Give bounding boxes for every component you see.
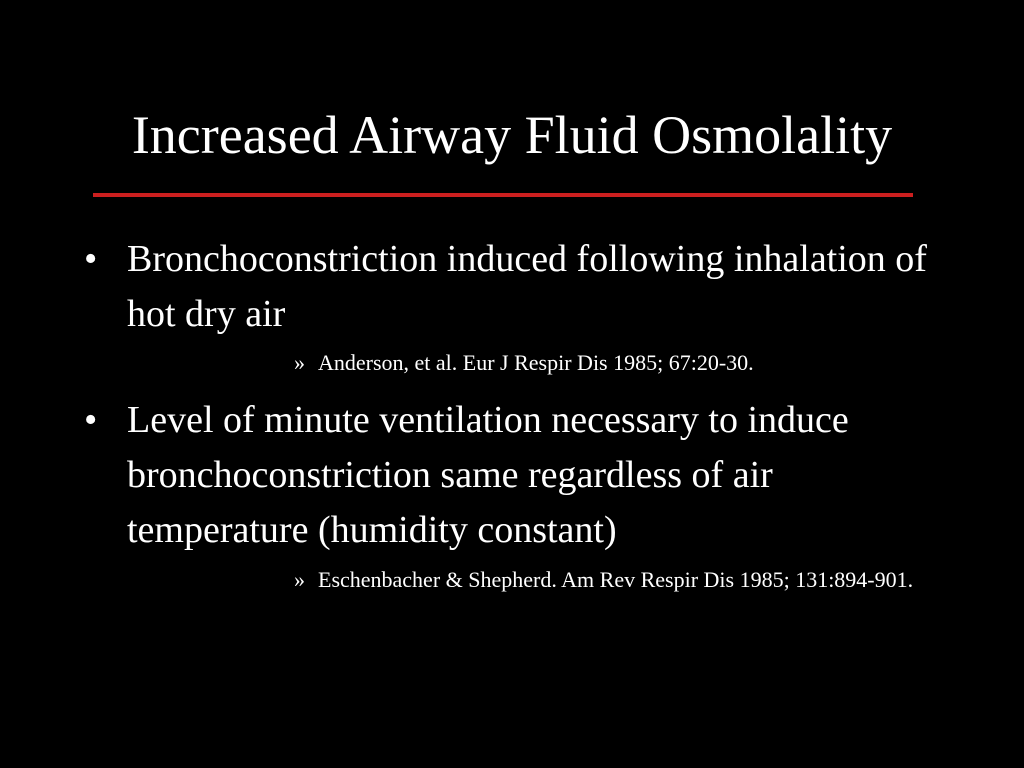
bullet-item-2 (84, 393, 944, 558)
bullet-text: Level of minute ventilation necessary to induce bronchoconstriction same regardless of air temperature (humidity constant) (127, 399, 849, 551)
reference-text: Anderson, et al. Eur J Respir Dis 1985; 67:20-30. (318, 350, 754, 375)
bullet-icon: • (84, 399, 98, 441)
reference-marker-icon: » (294, 567, 305, 592)
slide-title: Increased Airway Fluid Osmolality (131, 105, 893, 165)
bullet-icon: • (84, 238, 98, 280)
bullet-text: Bronchoconstriction induced following inhalation of hot dry air (127, 238, 927, 335)
bullet-item-1 (84, 232, 944, 342)
title-underline-rule (93, 193, 913, 197)
reference-item-1 (294, 347, 944, 378)
reference-text: Eschenbacher & Shepherd. Am Rev Respir Dis 1985; 131:894-901. (318, 567, 914, 592)
reference-marker-icon: » (294, 350, 305, 375)
reference-item-2 (294, 564, 944, 595)
